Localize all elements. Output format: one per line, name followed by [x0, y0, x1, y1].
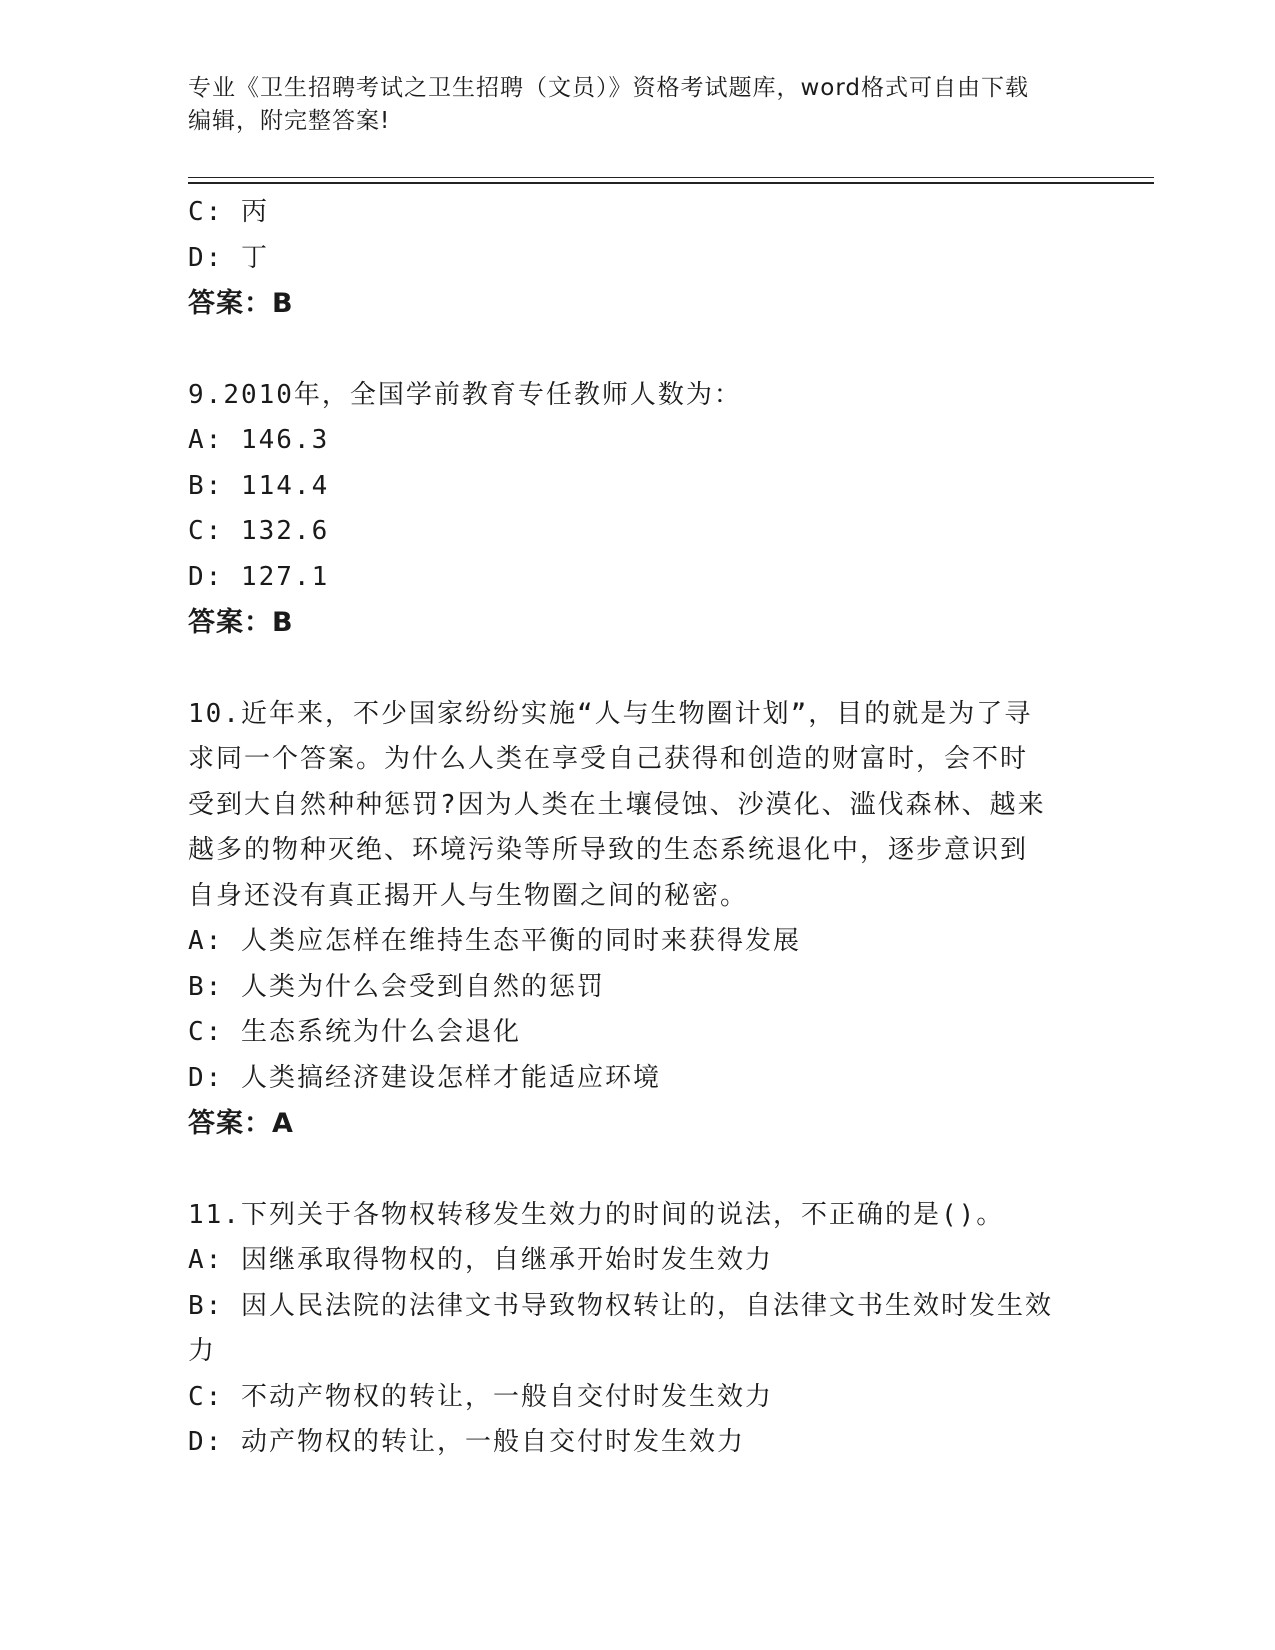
spacer — [188, 1147, 1088, 1193]
option-letter: D: — [188, 242, 224, 273]
option-letter: A: — [188, 1245, 224, 1275]
question-text-line: 自身还没有真正揭开人与生物圈之间的秘密。 — [188, 880, 749, 911]
option-line — [188, 1420, 1088, 1466]
option-line — [188, 190, 1088, 236]
question-number: 9. — [188, 379, 224, 410]
option-text: 人类为什么会受到自然的惩罚 — [240, 971, 605, 1002]
option-line — [188, 555, 1088, 601]
option-text: 人类搞经济建设怎样才能适应环境 — [240, 1062, 661, 1093]
option-letter: A: — [188, 425, 224, 455]
option-letter: C: — [188, 1381, 224, 1412]
option-line — [188, 1284, 1088, 1330]
option-text: 127.1 — [240, 561, 330, 592]
option-text: 114.4 — [240, 470, 330, 501]
option-text: 生态系统为什么会退化 — [240, 1017, 521, 1047]
option-line — [188, 1010, 1088, 1056]
option-line — [188, 965, 1088, 1011]
question-text-line: 求同一个答案。为什么人类在享受自己获得和创造的财富时，会不时 — [188, 744, 1029, 774]
option-line — [188, 418, 1088, 464]
option-line — [188, 236, 1088, 282]
option-line — [188, 464, 1088, 510]
option-line — [188, 1375, 1088, 1421]
answer-line: 答案：A — [188, 1108, 294, 1139]
option-letter: D: — [188, 1427, 224, 1457]
question-body — [188, 190, 1088, 1466]
option-text: 132.6 — [240, 516, 330, 546]
answer-line: 答案：B — [188, 607, 294, 638]
answer-line: 答案：B — [188, 288, 294, 319]
question-stem — [188, 373, 1088, 419]
question-stem — [188, 1193, 1088, 1239]
option-text: 因人民法院的法律文书导致物权转让的，自法律文书生效时发生效 — [240, 1290, 1053, 1321]
option-line — [188, 1056, 1088, 1102]
question-number: 11. — [188, 1199, 241, 1230]
question-stem — [188, 692, 1088, 738]
spacer — [188, 327, 1088, 373]
option-letter: C: — [188, 197, 224, 227]
option-letter: D: — [188, 1062, 224, 1093]
spacer — [188, 646, 1088, 692]
option-letter: C: — [188, 516, 224, 546]
option-letter: D: — [188, 561, 224, 592]
option-text: 不动产物权的转让，一般自交付时发生效力 — [240, 1381, 773, 1412]
option-letter: B: — [188, 971, 224, 1002]
header-line-1: 专业《卫生招聘考试之卫生招聘（文员）》资格考试题库，word格式可自由下载 — [188, 75, 1030, 101]
option-text: 人类应怎样在维持生态平衡的同时来获得发展 — [240, 926, 801, 956]
option-continuation: 力 — [188, 1336, 217, 1366]
header-line-2: 编辑，附完整答案! — [188, 108, 391, 134]
question-text-line: 近年来，不少国家纷纷实施“人与生物圈计划”，目的就是为了寻 — [240, 698, 1033, 729]
option-line — [188, 919, 1088, 965]
option-letter: A: — [188, 926, 224, 956]
question-text: 2010年，全国学前教育专任教师人数为： — [223, 379, 742, 410]
header-divider — [188, 177, 1154, 178]
document-header — [188, 72, 1088, 138]
question-text: 下列关于各物权转移发生效力的时间的说法，不正确的是()。 — [240, 1199, 1005, 1230]
question-number: 10. — [188, 698, 241, 729]
option-line — [188, 509, 1088, 555]
option-line — [188, 1238, 1088, 1284]
option-text: 动产物权的转让，一般自交付时发生效力 — [240, 1427, 745, 1457]
option-text: 丙 — [240, 197, 269, 227]
option-letter: B: — [188, 1290, 224, 1321]
option-letter: C: — [188, 1017, 224, 1047]
option-text: 因继承取得物权的，自继承开始时发生效力 — [240, 1245, 773, 1275]
question-text-line: 越多的物种灭绝、环境污染等所导致的生态系统退化中，逐步意识到 — [188, 835, 1029, 865]
question-text-line: 受到大自然种种惩罚?因为人类在土壤侵蚀、沙漠化、滥伐森林、越来 — [188, 789, 1046, 820]
option-text: 丁 — [240, 242, 269, 273]
option-letter: B: — [188, 470, 224, 501]
option-text: 146.3 — [240, 425, 330, 455]
header-divider-thick — [188, 182, 1154, 184]
